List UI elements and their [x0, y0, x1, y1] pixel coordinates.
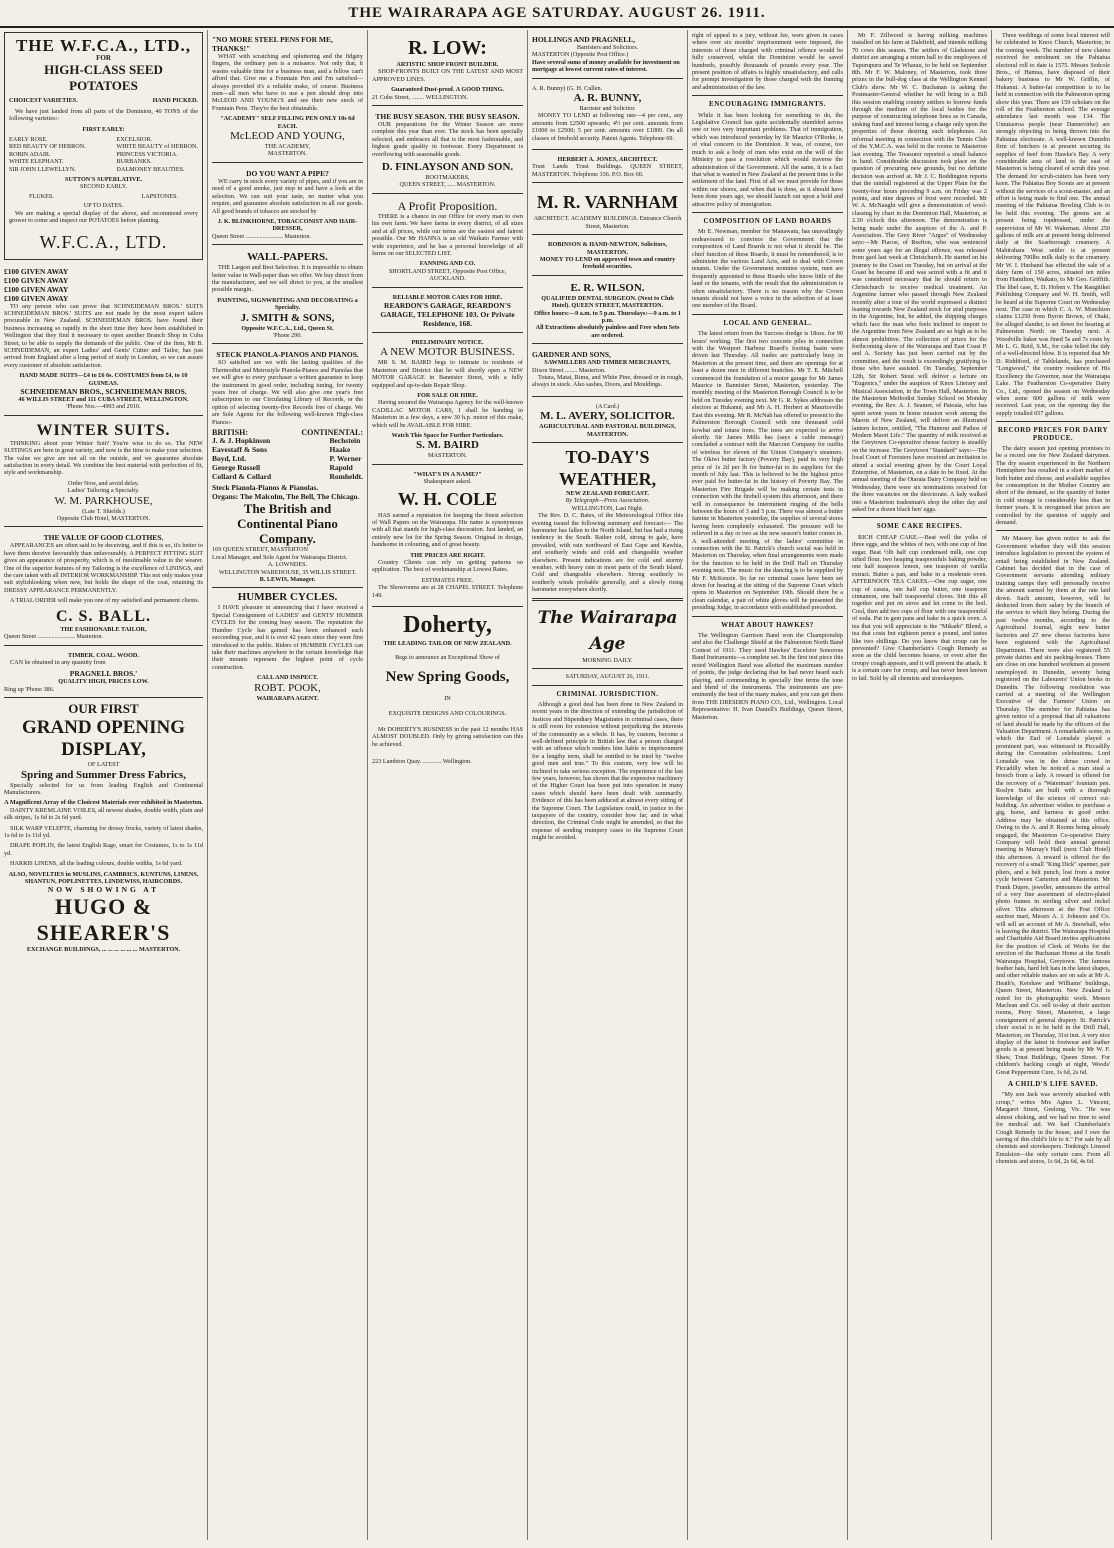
piano-makers-right: Bechstein Haake P. Werner Rapold Romheldt.: [329, 436, 363, 482]
ball-addr: Queen Street ........................ Masterton.: [4, 633, 103, 641]
bunny-names: A. R. Bunny) (G. H. Cullen.: [532, 84, 603, 92]
piano-lewis: B. LEWIS, Manager.: [259, 576, 316, 584]
avery-ad: [532, 400, 683, 443]
gardner-body: Totara, Matai, Rimu, and White Pine, dressed or in rough, always in stock. Also sashes, Doors, and Mouldings.: [532, 373, 683, 389]
hugo-item-2: SILK WARP VELEPTE, charming for dressy frocks, variety of latest shades, 1s 6d to 1s 11d yd.: [4, 824, 203, 839]
wilson-name: E. R. WILSON.: [570, 281, 645, 294]
finlayson-addr: QUEEN STREET, ..... MASTERTON.: [399, 181, 496, 189]
cole-estimates: ESTIMATES FREE.: [421, 576, 474, 584]
piano-british: BRITISH:: [212, 428, 249, 438]
hugo-our: OUR FIRST: [68, 701, 139, 717]
schneideman-ad: [4, 264, 203, 416]
weather-title: TO-DAY'S WEATHER,: [558, 447, 657, 489]
pipe-firm: J. K. BLINKHORNE, TOBACCONIST AND HAIR-DRESSER,: [217, 217, 358, 233]
low-ad: [372, 32, 523, 106]
wfca-varieties-right: EXCELSIOR. WHITE BEAUTY of HEBRON. PRINCESS VICTORIA. BURBANKS. DALMONEY BEAUTIES.: [116, 136, 198, 173]
baird-prelim: PRELIMINARY NOTICE.: [411, 338, 484, 346]
gardner-addr: Dixon Street ........ Masterton.: [532, 366, 606, 374]
wallpaper-ad: [212, 248, 363, 344]
humber-call: CALL AND INSPECT.: [257, 674, 318, 682]
profit-firm: FANNING AND CO.: [419, 260, 476, 268]
avery-addr: AGRICULTURAL AND PASTORAL BUILDINGS, MASTERTON.: [539, 423, 676, 438]
schneideman-firm: SCHNEIDEMAN BROS., SCHNEIDEMAN BROS.: [20, 386, 187, 396]
cake-body: RICH CHEAP CAKE.—Beat well the yolks of three eggs, and the whites of two, with one cup of fine sugar. Beat ½lb half cup condensed milk, one cup sifted flour, two heaping teaspoonfuls baking powder, one half teaspoon lemon, one teaspoon of vanilla extract. Butter a pan, and bake in a moderate oven. AFTERNOON TEA CAKES.—One cup sugar, one cup of cassia, one half cup butter, one teaspoon cinnamon, one half teaspoonful cloves. Stir this all together and put on stove and let come to the boil. Cool, then add two cups of flour with one teaspoonful of soda. Put in gem pans and bake in a quick oven. A tea that you will appreciate is the "Mikado" Blend, a tea that costs but eighteen pence a pound, and tastes like two shillings. Do you know that croup can be prevented? Give Chamberlain's Cough Remedy as soon as the child becomes hoarse, or even after the croupy cough appears, and it will prevent the attack. It is a certain cure for croup, and has never been known to fail. Sold by all chemists and storekeepers.: [852, 533, 987, 682]
piano-body: SO satisfied are we with the lasting qualities of the Thermodist and Metrostyle Pianola-Pianos and Pianolas that we will give to every purchaser a written guarantee to keep the instrument in good order, including tuning, for twenty years free of charge. We will also give one year's free subscription to our Circulating Library of Records, or the option of selecting twenty-five Records free of charge. We are Sole Agents for the following well-known High-class Pianos:-: [212, 359, 363, 426]
humber-body: I HAVE pleasure in announcing that I have received a Special Consignment of LADIES' and GENTS' HUMBER CYCLES for the coming busy season. The reputation the Humber Cycle has gained has been enhanced each succeeding year, and it is over 42 years since they were first introduced to the public. Riders of HUMBER CYCLES can take their machines anywhere in the certain knowledge that their mounts represent the highest point of cycle construction.: [212, 604, 363, 671]
winter-title: WINTER SUITS.: [36, 421, 171, 439]
humber-pook-sub: WAIRARAPA AGENT.: [256, 694, 319, 702]
immigrants-body: While it has been looking for something to do, the Legislative Council has quite accidentally stumbled across one or two very important problems. That of immigration, which was introduced yesterday by Sir Maurice O'Rorke, is of vital concern to the Dominion. It was, of course, too much to ask a body of men who exist on the will of the Ministry to pass a resolution which would traverse the administration of the Government. All the same, it is a fact that what is wanted in New Zealand at the present time is the settlement of the land. First of all we must provide for those within our shores, and when that is done, as it should have been done years ago, we should launch out upon a bold and attractive policy of immigration.: [692, 111, 843, 208]
winter-name: W. M. PARKHOUSE,: [54, 494, 153, 507]
cole-sub: Shakespeare asked.: [423, 478, 472, 486]
hawkes-body: The Wellington Garrison Band won the Championship and also the Challenge Shield at the Palmerston North Band Contest of 1911. They used Hawkes' Excelsior Sonorous Band Instruments—a complete set. In the first test piece this noted Wellington Band was allotted the maximum number of points, the judge declaring that he had never heard such playing, and commending in specially fine terms the tone and blend of the instruments. The instruments are pre-eminently the best of the many makes, and you can get them from THE DRESDEN PIANO CO., Ltd., Wellington. Local Representative: H. Ivan Daniell's Buildings, Queen Street, Masterton.: [692, 632, 843, 721]
reardon-ad: [372, 291, 523, 333]
wfca-ad: [4, 32, 203, 260]
hugo-spring: Spring and Summer Dress Fabrics,: [21, 768, 186, 781]
low-guar: Guaranteed Dust-proof. A GOOD THING.: [391, 86, 504, 94]
pipe-body: WE carry in stock every variety of pipes, and if you are in need of a good smoke, just step in and have a look at the selection. We can suit your taste, no matter what you require, and guarantee absolute satisfaction in all our goods. All good brands of tobacco are stocked by: [212, 177, 363, 215]
baird-body: MR S. M. BAIRD begs to intimate to residents of Masterton and District that he will shortly open a NEW MOTOR GARAGE in Bannister Street, with a fully equipped and up-to-date Repair Shop.: [372, 359, 523, 389]
timber-body: CAN be obtained in any quantity from: [10, 658, 106, 666]
low-name: R. LOW:: [408, 37, 487, 59]
doherty-ad: [372, 610, 523, 765]
column-4: [528, 30, 688, 1540]
profit-body: THERE is a chance in our Office for every man to own his own farm. We have farms in every district, of all sizes and at all prices, while our terms are the easiest and fairest possible. Our Mr HANNA is an old Waikato Farmer with wide experience, and he has a personal knowledge of all farms on our SELECTED LIST.: [372, 212, 523, 257]
schneideman-giveaway: £100 GIVEN AWAY £100 GIVEN AWAY £100 GIVEN AWAY £100 GIVEN AWAY: [4, 266, 69, 303]
pipe-ad: [212, 166, 363, 245]
dairy-body: The dairy season just opening promises to be a record one for New Zealand dairymen. The dry season experienced in the Northern Hemisphere has resulted in a short market of both butter and cheese, and available supplies for consumption in the Mother Country are short of the demand, so the quantity of butter in cold storage is considerably less than in former years. It is recognised that prices are controlled by the question of supply and demand.: [996, 444, 1110, 526]
timber-phone: Ring up 'Phone 386.: [4, 685, 55, 693]
finlayson-name: D. FINLAYSON AND SON.: [381, 161, 514, 174]
cole-title: "WHAT'S IN A NAME?": [413, 470, 482, 478]
pen-academy: "ACADEMY" SELF FILLING PEN ONLY 10s 6d EACH.: [220, 115, 355, 130]
schneideman-body: TO any person who can prove that SCHNEIDEMAN BROS.' SUITS SCHNEIDEMAN BROS.' SUITS are not made by the most expert tailors procurable in New Zealand. SCHNEIDEMAN BROS. have found their business increasing so rapidly in the short time they have been established in Wellington that they find it necessary to open another Branch Shop in Cuba Street, to be able to supply the demands of the public. One of the firm, Mr B. SCHNEIDEMAN, an expert Ladies' and Gents' Cutter and Tailor, has just arrived from England after a long period of study in London, so we can assure every customer of absolute satisfaction.: [4, 302, 203, 369]
winter-addr: Opposite Club Hotel, MASTERTON.: [56, 515, 151, 523]
cole-addr: The Showrooms are at 28 CHAPEL STREET. Telephone 149.: [372, 584, 523, 599]
wfca-first: FIRST EARLY:: [82, 125, 125, 133]
wfca-for: FOR: [96, 54, 111, 62]
hugo-item-3: DRAPE POPLIN, the latest English Rage, smart for Costumes, 1s to 1s 11d yd.: [4, 842, 203, 857]
varnham-sub: ARCHITECT. ACADEMY BUILDINGS. Entrance Church Street, Masterton.: [533, 215, 682, 230]
pipe-title: DO YOU WANT A PIPE?: [246, 168, 329, 178]
baird-watch: Watch This Space for Further Particulars.: [391, 432, 504, 439]
weather-date: WELLINGTON, Last Night.: [571, 504, 644, 512]
editorial-title: CRIMINAL JURISDICTION.: [556, 689, 659, 698]
bunny-body: MONEY TO LEND at following rate—4 per cent., any amounts from £2500 upwards; 4½ per cent. amounts from £1000 to £2500; 5 per cent. amounts over £1000. On all classes of freehold security. Patent Agents. Telephone 69.: [532, 112, 683, 142]
wfca-flukes: FLUKES.: [29, 192, 54, 200]
hugo-item-1: DAINTY KREMLAINE VOILES, all newest shades, double width, plain and silk stripes, 1s 6d to 2s 6d yard.: [4, 806, 203, 822]
wfca-closing: We are making a special display of the above, and recommend every grower to come and inspect our POTATOES before planting.: [9, 209, 198, 225]
timber-firm: PRAGNELL BROS.': [69, 669, 138, 679]
wfca-title: THE W.F.C.A., LTD.,: [15, 36, 192, 55]
piano-company-addr: 169 QUEEN STREET, MASTERTON: [212, 546, 308, 554]
reardon-garage: REARDON'S GARAGE, REARDON'S GARAGE, TELEPHONE 103. Or Private Residence, 168.: [380, 300, 515, 328]
reardon-motor: RELIABLE MOTOR CARS FOR HIRE.: [392, 293, 503, 301]
doherty-body: Begs to announce an Exceptional Show of: [395, 653, 500, 661]
wallpaper-body: THE Largest and Best Selection. It is impossible to obtain better value in Wall-paper than we offer. We buy direct from the manufacturer, and we sell direct to you, at the smallest possible margin.: [212, 264, 363, 294]
piano-wellington: WELLINGTON WAREHOUSE, 35 WILLIS STREET.: [218, 568, 357, 576]
pen-ad: [212, 32, 363, 163]
winter-body: THINKING about your Winter Suit? You're wise to do so. The NEW SUITINGS are here in great variety, and now is the time to make your selection. The value we give are not all on the outside, and we guarantee absolute satisfaction in every detail. We combine the best material with perfection of fit, style and workmanship.: [4, 439, 203, 477]
low-addr: 21 Cuba Street, ........ WELLINGTON.: [372, 93, 469, 101]
piano-company: The British and Continental Piano Company.: [237, 501, 338, 547]
ball-name: C. S. BALL.: [55, 607, 152, 625]
piano-makers-left: J. & J. Hopkinson Eavestaff & Sons Boyd, Ltd. George Russell Collard & Collard: [212, 436, 272, 482]
hawkes-title: WHAT ABOUT HAWKES?: [721, 620, 814, 629]
robinson-name: ROBINSON & HAND-NEWTON, Solicitors, MASTERTON.: [547, 241, 667, 256]
mcleod-addr: MASTERTON.: [268, 150, 307, 158]
doherty-name: Doherty,: [403, 612, 492, 639]
piano-steck: Steck Pianola-Pianos & Pianolas.: [212, 483, 319, 493]
land-boards-body: Mr E. Newman, member for Manawatu, has unavailingly endeavoured to convince the Government that the composition of Land Boards is not what it should be. The chief function of these Boards, it must be remembered, is to administer the various Land Acts, and to deal with Crown tenants. Under the Government nominee system, men are frequently appointed to these Boards who know little of the land or the tenants, with the result that the administration is often unsatisfactory. There is no reason why the Crown tenants should not have a voice in the selection of at least one member of the Board.: [692, 228, 843, 310]
weather-sub: NEW ZEALAND FORECAST.: [566, 490, 649, 497]
baird-forsale: FOR SALE OR HIRE.: [417, 391, 478, 399]
hugo-item-4: HARRIS LINENS, all the leading colours, double widths, 1s 6d yard.: [10, 860, 183, 868]
bunny-ad: [532, 82, 683, 150]
hugo-grand: GRAND OPENING DISPLAY,: [21, 717, 186, 761]
hugo-latest: OF LATEST: [87, 761, 120, 769]
column-5: [688, 30, 848, 1540]
column-7: [992, 30, 1114, 1540]
wfca-sign: W.F.C.A., LTD.: [39, 231, 168, 252]
pen-title: "NO MORE STEEL PENS FOR ME, THANKS!": [212, 35, 333, 53]
wfca-suttons: SUTTON'S SUPERLATIVE.: [64, 176, 143, 184]
piano-lowndes: A. LOWNDES.: [267, 561, 308, 569]
dairy-title: RECORD PRICES FOR DAIRY PRODUCE.: [997, 426, 1109, 442]
avery-name: M. L. AVERY, SOLICITOR.: [540, 410, 675, 423]
piano-organs: Organs: The Malcolm, The Bell, The Chicago.: [212, 492, 360, 502]
local-general-body: The latest return from the Success dredge is 18ozs. for 90 hours' working. The first two concrete piles in connection with the Westport Harbour Board's footing basin were driven last Thursday. All trades are particularly busy in Masterton at the present time, and there are openings for at least a dozen men in different branches. Mr T. E. Mitchell commenced the foundation of a motor garage for Mr James Maurice in Bannister Street, Masterton, yesterday. The monthly meeting of the Masterton Borough Council is to be held on Tuesday evening next. Mr G. R. Sykes addresses the electors at Hukanui, and Mr A. H. Herbert at Mauriceville East this evening. Mr R. McNab has offered to present to the Palmerston Borough Council with one thousand cold kowhai and totara trees. The trees are expected to arrive shortly. Sir James Mills has (says a cable message) concluded a contract with the Marconi Company for outfits of wireless for eleven of the Union Company's steamers. The Okiwi butter factory (Poverty Bay), paid its very high price of 1s 2d per lb for butter-fat to its suppliers for the month of July last. This is believed to be the highest price ever paid for butter-fat in the history of Poverty Bay. The Masterton Fire Brigade will be making certain tests in connection with the firebell system this afternoon, and there will in consequence be intermittent ringing of the bells between the hours of 3 and 5 p.m. There was almost a butter famine in Masterton yesterday, the supplies of several stores having been completely exhausted. The pressure will be relieved in a day or two as the new season's butter comes in. A well-attended meeting of the ladies' committee in connection with the St. Patrick's church social was held in Masterton on Thursday, when final arrangements were made for the function to be held in the Drill Hall on Thursday evening next. The music for the dancing is to be supplied by Mr F. McKenzie. So far no criminal cases have been set down for hearing at the sitting of the Supreme Court which opens in Masterton on September 19th. Should there be a clean calendar, a pair of white gloves will be presented the presiding Judge, in accordance with established precedent.: [692, 330, 843, 612]
busy-title: THE BUSY SEASON. THE BUSY SEASON.: [375, 112, 520, 122]
schneideman-address: 46 WILLIS STREET and 111 CUBA STREET, WELLINGTON.: [18, 395, 189, 403]
land-boards-title: COMPOSITION OF LAND BOARDS: [703, 216, 832, 225]
local-general-title: LOCAL AND GENERAL.: [723, 318, 812, 327]
winter-order: Order Now, and avoid delay.: [67, 479, 140, 487]
jones-name: HERBERT A. JONES, ARCHITECT.: [557, 156, 658, 164]
child-body: "My son Jack was severely attacked with croup," writes Mrs Agnes L. Vincent, Margaret Street, Geelong, Vic. "He was almost choking, and we had no time to send for medical aid. We had Chamberlain's Cough Remedy in the house, and I owe the saving of this child's life to it." For sale by all chemists and storekeepers. Tonking's Linseed Emulsion—the only certain cure. From all chemists and stores, 1s 6d, 2s 6d, 4s 6d.: [996, 1091, 1110, 1166]
piano-title: STECK PIANOLA-PIANOS AND PIANOS.: [216, 350, 359, 360]
column-6: [848, 30, 992, 1540]
baird-newmotor: A NEW MOTOR BUSINESS.: [380, 346, 515, 359]
piano-continental: CONTINENTAL:: [301, 428, 363, 438]
hollings-name: HOLLINGS AND PRAGNELL,: [532, 35, 636, 44]
baird-name: S. M. BAIRD: [416, 439, 479, 452]
wfca-lapstones: LAPSTONES.: [141, 192, 178, 200]
profit-ad: [372, 197, 523, 288]
doherty-sub: THE LEADING TAILOR OF NEW ZEALAND.: [383, 640, 512, 648]
cole-name: W. H. COLE: [397, 488, 498, 509]
masthead: THE WAIRARAPA AGE SATURDAY. AUGUST 26. 1911.: [0, 0, 1114, 28]
editorial-continued: right of appeal to a jury, without fee, were given in cases where over six months' imprisonment were imposed, the interests of those charged with criminal offence would be fully conserved, whilst the Dominion would be saved hundreds, possibly thousands of pounds every year. The present position of affairs is highly unsatisfactory, and calls for prompt investigation by those charged with the framing and administration of the law.: [692, 32, 843, 91]
doherty-in: IN: [444, 694, 451, 702]
wfca-subtitle: HIGH-CLASS SEED POTATOES: [44, 62, 163, 94]
gardner-ad: [532, 347, 683, 397]
local-news-body: Mr F. Zillwood is having milking machines installed on his farm at Dalefield, and intends milking 70 cows this season. The settlers of Gladstone and district are arranging a return ball to the employees of Tupurupuru and Te Wharau, to be held on September 8th. Mr F. W. Maloney, of Masterton, took three prizes in the bull-dog class at the Wellington Kennel Club's show. Mr W. C. Buchanan is asking the Postmaster-General whether he will bring in a Bill this session enabling country settlers to borrow funds through the medium of the local bodies for the purpose of constructing telephone lines as in Canada, sinking fund and interest being a charge only upon the properties of those desiring such telephones. An informal meeting in connection with the Tennis Club of the Y.M.C.A. was held in the rooms in Masterton last evening. The Treasurer reported a small balance in hand. Considerable discussion took place on the question of procuring new grounds, but no definite decision was arrived at. Mr J. C. Boddington reports that the rainfall registered at the Upper Plain for the twenty-four hours preceding 9 a.m. on Friday was 2 points, and nine degrees of frost were recorded. Mr W. A. McNaught will give a demonstration of wool-classing by chart in the Dominion Hall, Masterton, at 2.30 o'clock this afternoon. The demonstration is being made under the auspices of the A. and P. Association. The Grey River "Argus" of Wednesday says:—Mr Piacoe, of Reefton, who was sentenced some years ago for an illegal offence, was released from gaol last week at Christchurch. He started on his journey to the Coast on Tuesday, but on arrival at the Coast he became ill and was seized with a fit and it was considered necessary that he should return to Christchurch to receive medical treatment. An Argentine farmer who passed through New Zealand recently after a tour of the world expressed a distinct leaning towards New Zealand stock for stud purposes in the Argentine, but, he added, the shipping charges which face the man who feels inclined to import to the Argentine from New Zealand are so high as to be almost prohibitive. The collection of prizes for the forthcoming show of the Wairarapa and East Coast P. and A. Society has just been carried out by the committee, and the result is exceedingly gratifying to those who have assisted. On Tuesday, September 12th, Sir Robert Stout will deliver a lecture on "Eugenics," under the auspices of Knox Literary and Musical Association, in the Town Hall, Masterton. In the Masterton Methodist Sunday School on Monday evening, the Rev. A. J. Seamer, of Patoaia, who has spent seven years in home mission work among the Maoris of New Zealand, will deliver an illustrated lantern lecture, entitled, "The Humour and Pathos of Modern Maori Life." The quantity of milk received at the Greytown Co-operative cheese factory is steadily on the increase. The Greytown "Standard" says:—The local Court of Foresters have received an invitation to attend a social evening given by the Court Loyal Enterprise, of Masterton, on a date to be fixed. At the annual meeting of the Otaraia Dairy Company held on Wednesday, there were six nominations received for the three vacancies on the directorate. A lady walked into a Masterton tradesman's shop the other day and asked for a dozen black hen' eggs.: [852, 32, 987, 513]
wilson-note: All Extractions absolutely painless and Free when Sets are ordered.: [535, 324, 680, 339]
hugo-note: Specially selected for us from leading English and Continental Manufacturers.: [4, 781, 203, 796]
finlayson-sub: BOOTMAKERS,: [425, 174, 470, 182]
gardner-sub: SAWMILLERS AND TIMBER MERCHANTS,: [544, 359, 671, 367]
wilson-hours: Office hours:—9 a.m. to 5 p.m. Thursdays:—9 a.m. to 1 p.m.: [534, 309, 681, 324]
hugo-ad: [4, 701, 203, 954]
winter-late: (Late T. Shields.): [82, 507, 125, 515]
robinson-ad: [532, 238, 683, 276]
timber-line: TIMBER. COAL. WOOD.: [68, 651, 139, 659]
pen-body: WHAT with scratching and spluttering and the fidgety fingers, the ordinary pen is a nuisance. Not only that, it wastes valuable time for a business man, and a fellow can't afford that. Give me a Fountain Pen and I'm satisfied—always provided it's a reliable make, of course. Business men—all men who have to use a pen should drop into McLEOD AND YOUNG'S and see their new stock of Fountain Pens. They're the best obtainable.: [212, 53, 363, 112]
profit-addr: SHORTLAND STREET, Opposite Post Office, AUCKLAND.: [388, 267, 507, 283]
piano-company-mgr: Local Manager, and Sole Agent for Wairarapa District.: [212, 553, 348, 561]
district-news-body: Three weddings of some local interest will be celebrated in Knox Church, Masterton, in the coming week. The number of new claims received for enrolment on the Pahiatua electoral roll to date is 1575. Messrs Sedcole Bros., of Hamua, have disposed of their bakery business to Mr W. Griffin, of Hukanui. A butter-fat competition is to be held in connection with the Palmerston spring show this year. There are 159 scholars on the roll of the Featherston school. The average attendance last month was 134. The Umutaoroa people (near Dannevirke) are strongly objecting to being thrown into the Pahiatua electorate. A well-known Dunedin firm of butchers is at present securing its supplies of beef from Hawke's Bay. A very considerable area of land to the east of Masterton is being cleared of scrub this year. The demand for scrub-cutters has been very keen. The Pahiatua Boy Scouts are at present without the services of a scout-master, and an effort is being made to find one. The annual meeting of the Pahiatua Bowling Club is to be held this evening. The greens are at present being topdressed, under the supervision of Mr W. Wakeman. About 250 gallons of milk are at present being delivered daily at the Scarborough creamery. A Mahirahara West settler is at present delivering 700lbs milk daily to the creamery. Mr W. I. Husband has effected the sale of a dairy farm of 150 acres, situated ten miles from Hamilton, Waikato, to Mr Geo. Griffith. The libel case, E. D. Hoben v. The Rangitikei Publishing Company and W. H. Smith, will be heard at the Supreme Court on Wednesday next. The case in which C. A. W. Monckton claims £1250 from Byron Brown, of Otaki, for alleged slander, is set down for hearing at Palmerston North on Tuesday next. A Woodville baker was fined 5s and 7s costs by Mr L. G. Reid, S.M., for cake felled the tidy of a well-directed blow. It is reported that Mr D. Riddiford, of Tablelands, has purchased "Longwood," the country residence of His Excellency the Governor, near the Wairarapa Lake. The Featherston Co-operative Dairy Co., Ltd., opened the season on Wednesday when some 600 gallons of milk were received. Last year, on the opening day the supply totalled 657 gallons.: [996, 32, 1110, 417]
pipe-addr: Queen Street ........................ Masterton.: [212, 232, 311, 240]
mcleod-name: McLEOD AND YOUNG,: [230, 130, 345, 143]
wfca-uptodates: UP TO DATES.: [83, 202, 124, 210]
cake-title: SOME CAKE RECIPES.: [876, 522, 963, 531]
wfca-choicest: CHOICEST VARIETIES.: [9, 97, 78, 105]
cole-country: Country Clients can rely on getting patterns on application. The best of workmanship at Lowest Rates.: [372, 559, 523, 574]
bunny-name: A. R. BUNNY,: [573, 92, 642, 105]
general-news-body: Mr Massey has given notice to ask the Government whether they will this session introduce legislation to prevent the system of entail being established in New Zealand. Cabinet has decided that in the case of Government servants attending military training camps they will personally receive the amount earned by them at the rate laid down. Such amount, however, will be deducted from their salary by the branch of the service to which they belong. During the past twelve months, according to the Agricultural Journal, eight new butter factories and 27 new cheese factories have been registered with the Agricultural Department. There were also registered 55 private dairies and six packing-houses. There are close on one hundred workmen at present unemployed in Dunedin, seventy being registered on the Labourers' Union books in Dunedin. The following resolution was carried at a meeting of the Wellington Executive of the Farmers' Union on Thursday. The member for Pahiatua has given notice of a proposal that all valuations of land should be made by the officers of the Valuation Department. A remarkable scene, in which the Earl of Lonsdale played a prominent part, was witnessed in Piccadilly during the Coronation celebrations. Lord Lonsdale was in the dense crowd in Piccadilly when he noticed a man steal a brooch from a lady. A reward is offered for the recovery of a "Waterman" fountain pen. Roslyn Suits are built with a thorough knowledge of the science of correct cut-building. An advertiser wishes to purchase a gig, horse, and harness in good order. Address may be obtained at this office. Owing to the A. and P. Rooms being already engaged, the Masterton Co-operative Dairy Company will hold their annual general meeting in Murray's Hall (next Club Hotel) this afternoon. A reward is offered for the recovery of a small "King Dick" spanner, pair pliers, and a belt punch, lost from a motor cycle between Carterton and Masterton. Mr Frank Dupre, jeweller, announces the arrival of a very fine assortment of electro-plated photo frames in sterling silver and nickel silver. This afternoon at the Post Office auction mart, Messrs A. J. Johnson and Co. will sell an account of Mr A. Snowball, who is leaving the district. The Wairarapa Hospital and Charitable Aid Board invites applications for the position of Clerk of Works for the erection of the Buchanan Home at the South Wairarapa Hospital, Greytown. The famous feather hats, hard felt hats in the latest shapes, and other reliable makes are on sale at Mr A. Heath's, Kershaw and Williams' buildings, Queen Street, Masterton. New Zealand is noted for its photographic work. Messrs Maclean and Co. sell to-day at their auction rooms, Perry Street, Masterton, a large consignment of general drapery. St. Patrick's choir social is to be held in the Drill Hall, Masterton, on Thursday, 31st inst. A very nice display of the latest in footwear and leather goods is at present being made by Mr W. F. Shaw, Trust Buildings, Queen Street. For children's hacking cough at night, Woods' Great Peppermint Cure, 1s 6d, 2s 6d.: [996, 535, 1110, 1076]
doherty-note: Mr DOHERTY'S BUSINESS in the past 12 months HAS ALMOST DOUBLED. Only by giving satisfaction can this be achieved.: [372, 725, 523, 748]
wallpaper-tag: PAINTING, SIGNWRITING AND DECORATING a Specialty.: [217, 296, 358, 312]
immigrants-title: ENCOURAGING IMMIGRANTS.: [709, 100, 826, 109]
ball-body: APPEARANCES are often said to be deceiving, and if this is so, it's better to have them deceive favourably than unfavourably. A PERFECT FITTING SUIT gives an appearance of prosperity, which is of inestimable value to the wearer. One of the superior features of my Tailoring is the excellence of LININGS, and the care taken with all INTERIOR WORKMANSHIP. This not only makes your suit stylishlooking when new, but holds the shape of the coat, retaining its DRESSY APPEARANCE PERMANENTLY.: [4, 542, 203, 594]
wfca-varieties-left: EARLY ROSE. RED BEAUTY OF HEBRON. ROBIN ADAIR. WHITE ELEPHANT. SIR JOHN LLEWELLYN.: [9, 136, 86, 173]
hollings-ad: [532, 32, 683, 79]
hollings-sub: Barristers and Solicitors.: [576, 44, 639, 51]
busy-ad: [372, 109, 523, 194]
wilson-sub: QUALIFIED DENTAL SURGEON. (Next to Club Hotel). QUEEN STREET, MASTERTON.: [541, 294, 674, 310]
ball-ad: [4, 530, 203, 645]
weather-body: The Rev. D. C. Bates, of the Meteorological Office this evening issued the following summary and forecast:— The barometer has fallen in the North Island, but has had a rising tendency in the South. Rather cold, strong to gale, have prevailed, with rain northward of East Cape and Kawhia, and southerly winds and cold and changeable weather elsewhere. Present indications are for cold and stormy weather, with heavy rain in most parts of the South Island. Cold and changeable elsewhere. Strong southerly to southerly winds probable generally, and a slowly rising barometer everywhere shortly.: [532, 512, 683, 594]
wallpaper-addr: Opposite W.F.C.A., Ltd., Queen St.: [241, 324, 334, 332]
wfca-intro: We have just landed from all parts of the Dominion, 40 TONS of the following varieties:-: [9, 107, 198, 123]
winter-ad: [4, 419, 203, 528]
piano-ad: [212, 347, 363, 588]
paper-date: SATURDAY, AUGUST 26, 1911.: [565, 673, 650, 681]
baird-cadillac: Having secured the Wairarapa Agency for the well-known CADILLAC MOTOR CARS, I shall be handing in Masterton in a few days, a new 30 h.p. motor of this make, which will be AVAILABLE FOR HIRE.: [372, 399, 523, 429]
busy-body: OUR preparations for the Winter Season are more complete this year than ever. The stock has been specially selected, and embraces all that is the most fashionable, and highest grade quality in footwear. Every Department is overflowing with seasonable goods.: [372, 121, 523, 158]
jones-addr: Trust Lands Trust Buildings. QUEEN STREET, MASTERTON. Telephone 336. P.O. Box 60.: [532, 163, 683, 178]
cole-prices: THE PRICES ARE RIGHT.: [410, 551, 485, 559]
wallpaper-firm: J. SMITH & SONS,: [240, 311, 335, 324]
hugo-array: A Magnificent Array of the Choicest Materials ever exhibited in Masterton.: [4, 799, 203, 807]
ball-tag: THE FASHIONABLE TAILOR,: [60, 625, 147, 633]
schneideman-prices: HAND MADE SUITS—£4 to £6 6s. COSTUMES from £4, to 10 GUINEAS.: [19, 372, 188, 387]
varnham-ad: [532, 186, 683, 235]
cole-body: HAS earned a reputation for keeping the finest selection of Wall Papers on the Wairarapa. His name is synonymous with all that stands for high-class decoration. Just landed, an entirely new lot for the Spring Season. Original in design, handsome in colouring, and of great beauty.: [372, 511, 523, 549]
robinson-body: MONEY TO LEND on approved town and country freehold securities.: [539, 255, 676, 271]
humber-ad: [212, 591, 363, 701]
profit-title: A Profit Proposition.: [397, 198, 498, 213]
humber-pook: ROBT. POOK,: [254, 681, 321, 694]
ball-trial: A TRIAL ORDER will make you one of my satisfied and permanent clients.: [10, 597, 200, 605]
timber-tag: QUALITY HIGH, PRICES LOW.: [58, 678, 149, 686]
varnham-name: M. R. VARNHAM: [536, 192, 679, 213]
schneideman-phone: 'Phone Nos.—4993 and 2910.: [66, 403, 141, 411]
weather-by: By Telegraph—Press Association.: [565, 497, 650, 505]
hollings-addr: MASTERTON (Opposite Post Office.): [532, 51, 629, 59]
baird-addr: MASTERTON.: [428, 452, 467, 460]
hollings-body: Have several sums of money available for investment on mortgage at lowest current rates of interest.: [532, 58, 680, 74]
humber-title: HUMBER CYCLES.: [237, 591, 338, 604]
cole-ad: [372, 468, 523, 607]
jones-ad: [532, 153, 683, 183]
doherty-newspring: New Spring Goods,: [385, 668, 510, 685]
winter-ladies: Ladies' Tailoring a Specialty.: [67, 487, 140, 495]
gardner-name: GARDNER AND SONS,: [532, 350, 611, 360]
ball-title: THE VALUE OF GOOD CLOTHES.: [43, 533, 164, 543]
paper-title: The Wairarapa Age: [537, 607, 678, 654]
timber-ad: [4, 649, 203, 699]
editorial-body: Although a good deal has been done in New Zealand in recent years in the direction of extending the jurisdiction of Justices and Stipendiary Magistrates in criminal cases, there is still room for extension without prejudicing the interests of the community as a whole. It has, by custom, become a well-defined principle in British law that a person charged with an offence which renders him liable to imprisonment for a lengthy term, shall be entitled to be tried by "twelve good men and true." To this custom, very few will be inclined to take serious exception. The experience of the last few years, however, has shown that the expensive machinery of the Higher Court has been put into operation in many cases which should have been dealt with summarily. Evidence of this has been adduced at almost every sitting of the Supreme Court. The Legislature could, in justice to the taxpayers of the country, consider how far, and in what direction, the Criminal Code might be amended, so that the expense of sending trumpery cases to the Supreme Court might be avoided.: [532, 700, 683, 842]
hugo-addr: EXCHANGE BUILDINGS, ... ... ... ... ... ... MASTERTON.: [26, 946, 181, 954]
doherty-addr: 223 Lambton Quay. ............ Wellington.: [372, 757, 472, 765]
column-1: [0, 30, 208, 1540]
baird-ad: [372, 336, 523, 465]
child-title: A CHILD'S LIFE SAVED.: [1007, 1080, 1099, 1089]
bunny-sub: Barrister and Solicitor.: [579, 105, 636, 113]
wfca-handpicked: HAND PICKED.: [152, 97, 198, 105]
column-3: [368, 30, 528, 1540]
wallpaper-phone: 'Phone 290.: [273, 331, 302, 339]
hugo-firm: HUGO & SHEARER'S: [36, 894, 171, 946]
hugo-showing: NOW SHOWING AT: [47, 885, 160, 895]
wilson-ad: [532, 279, 683, 344]
doherty-exquisite: EXQUISITE DESIGNS AND COLOURINGS.: [388, 710, 507, 718]
column-2: [208, 30, 368, 1540]
low-sub: ARTISTIC SHOP FRONT BUILDER.: [396, 61, 499, 68]
wallpaper-title: WALL-PAPERS.: [247, 251, 328, 264]
mcleod-sub: THE ACADEMY,: [264, 143, 311, 151]
wfca-second: SECOND EARLY.: [79, 183, 128, 191]
paper-sub: MORNING DAILY.: [582, 656, 633, 664]
low-body: SHOP-FRONTS BUILT ON THE LATEST AND MOST APPROVED LINES.: [372, 68, 523, 83]
avery-card: (A Card.): [595, 402, 620, 410]
hugo-novelties: ALSO, NOVELTIES in MUSLINS, CAMBRICS, KUNTUNS, LINENS, SHANTUN, POPLINETTES, LINDEWISS, HAIRCORDS.: [8, 870, 199, 885]
